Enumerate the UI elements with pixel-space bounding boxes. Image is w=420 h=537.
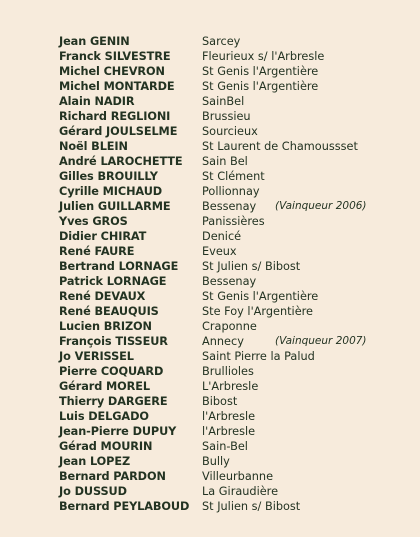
list-item bbox=[59, 379, 409, 394]
participant-name: Julien GUILLARME bbox=[59, 200, 171, 213]
participant-name: Lucien BRIZON bbox=[59, 320, 152, 333]
list-item bbox=[59, 454, 409, 469]
list-item bbox=[59, 469, 409, 484]
list-item bbox=[59, 424, 409, 439]
participant-name: François TISSEUR bbox=[59, 335, 168, 348]
list-item bbox=[59, 229, 409, 244]
list-item bbox=[59, 139, 409, 154]
participant-name: Franck SILVESTRE bbox=[59, 50, 171, 63]
participant-town: St Julien s/ Bibost bbox=[202, 500, 301, 513]
participant-name: Michel MONTARDE bbox=[59, 80, 175, 93]
participant-town: St Genis l'Argentière bbox=[202, 65, 319, 78]
participant-name: Gérard JOULSELME bbox=[59, 125, 178, 138]
list-item bbox=[59, 49, 409, 64]
participant-town: St Laurent de Chamoussset bbox=[202, 140, 358, 153]
participant-town: Sourcieux bbox=[202, 125, 258, 138]
participant-town: St Julien s/ Bibost bbox=[202, 260, 301, 273]
list-item bbox=[59, 499, 409, 514]
participant-town: Pollionnay bbox=[202, 185, 260, 198]
participant-town: La Giraudière bbox=[202, 485, 279, 498]
list-item bbox=[59, 334, 409, 349]
participant-name: René DEVAUX bbox=[59, 290, 146, 303]
participant-town: l'Arbresle bbox=[202, 425, 256, 438]
participant-town: Craponne bbox=[202, 320, 257, 333]
participant-name: Richard REGLIONI bbox=[59, 110, 171, 123]
list-item bbox=[59, 349, 409, 364]
list-item bbox=[59, 484, 409, 499]
list-item bbox=[59, 289, 409, 304]
participant-name: Jo DUSSUD bbox=[59, 485, 127, 498]
participant-name: Cyrille MICHAUD bbox=[59, 185, 163, 198]
participant-name: André LAROCHETTE bbox=[59, 155, 183, 168]
participant-name: Gérad MOURIN bbox=[59, 440, 153, 453]
list-item bbox=[59, 304, 409, 319]
participant-town: Sain Bel bbox=[202, 155, 248, 168]
winner-note: (Vainqueur 2006) bbox=[275, 200, 367, 212]
list-item bbox=[59, 169, 409, 184]
participant-name: Didier CHIRAT bbox=[59, 230, 147, 243]
list-item bbox=[59, 154, 409, 169]
participant-name: Gilles BROUILLY bbox=[59, 170, 158, 183]
participant-name: Jean-Pierre DUPUY bbox=[59, 425, 177, 438]
participant-town: St Genis l'Argentière bbox=[202, 290, 319, 303]
participant-town: Eveux bbox=[202, 245, 237, 258]
participant-town: Denicé bbox=[202, 230, 242, 243]
participant-town: Brussieu bbox=[202, 110, 251, 123]
participant-town: Bessenay bbox=[202, 200, 257, 213]
participant-town: L'Arbresle bbox=[202, 380, 259, 393]
list-item bbox=[59, 394, 409, 409]
list-item bbox=[59, 64, 409, 79]
participant-name: Noël BLEIN bbox=[59, 140, 128, 153]
participant-town: Villeurbanne bbox=[202, 470, 274, 483]
participant-name: Thierry DARGERE bbox=[59, 395, 168, 408]
list-item bbox=[59, 184, 409, 199]
participant-town: SainBel bbox=[202, 95, 245, 108]
participant-town: Ste Foy l'Argentière bbox=[202, 305, 313, 318]
list-item bbox=[59, 439, 409, 454]
participant-name: Bernard PARDON bbox=[59, 470, 166, 483]
participant-town: Sain-Bel bbox=[202, 440, 248, 453]
participant-town: Bully bbox=[202, 455, 230, 468]
participant-name: Yves GROS bbox=[59, 215, 128, 228]
list-item bbox=[59, 109, 409, 124]
participant-name: Jean LOPEZ bbox=[59, 455, 131, 468]
participant-town: Bessenay bbox=[202, 275, 257, 288]
participant-name: Pierre COQUARD bbox=[59, 365, 164, 378]
participant-list bbox=[59, 34, 409, 514]
list-item bbox=[59, 199, 409, 214]
list-item bbox=[59, 124, 409, 139]
participant-town: Brullioles bbox=[202, 365, 254, 378]
participant-name: Gérard MOREL bbox=[59, 380, 150, 393]
participant-town: St Genis l'Argentière bbox=[202, 80, 319, 93]
participant-town: l'Arbresle bbox=[202, 410, 256, 423]
list-item bbox=[59, 79, 409, 94]
participant-name: Alain NADIR bbox=[59, 95, 135, 108]
participant-name: Patrick LORNAGE bbox=[59, 275, 167, 288]
list-item bbox=[59, 274, 409, 289]
list-item bbox=[59, 319, 409, 334]
list-item bbox=[59, 409, 409, 424]
list-item bbox=[59, 94, 409, 109]
list-item bbox=[59, 259, 409, 274]
participant-name: Bernard PEYLABOUD bbox=[59, 500, 190, 513]
participant-town: Saint Pierre la Palud bbox=[202, 350, 315, 363]
participant-town: Panissières bbox=[202, 215, 265, 228]
winner-note: (Vainqueur 2007) bbox=[275, 335, 367, 347]
participant-town: Bibost bbox=[202, 395, 238, 408]
participant-name: Jo VERISSEL bbox=[59, 350, 134, 363]
participant-town: Sarcey bbox=[202, 35, 241, 48]
participant-name: Jean GENIN bbox=[59, 35, 130, 48]
participant-town: Annecy bbox=[202, 335, 244, 348]
participant-name: René BEAUQUIS bbox=[59, 305, 159, 318]
participant-town: St Clément bbox=[202, 170, 265, 183]
list-item bbox=[59, 34, 409, 49]
list-item bbox=[59, 244, 409, 259]
participant-name: Bertrand LORNAGE bbox=[59, 260, 179, 273]
participant-town: Fleurieux s/ l'Arbresle bbox=[202, 50, 325, 63]
participant-name: Michel CHEVRON bbox=[59, 65, 165, 78]
list-item bbox=[59, 364, 409, 379]
participant-name: René FAURE bbox=[59, 245, 135, 258]
participant-name: Luis DELGADO bbox=[59, 410, 149, 423]
list-item bbox=[59, 214, 409, 229]
